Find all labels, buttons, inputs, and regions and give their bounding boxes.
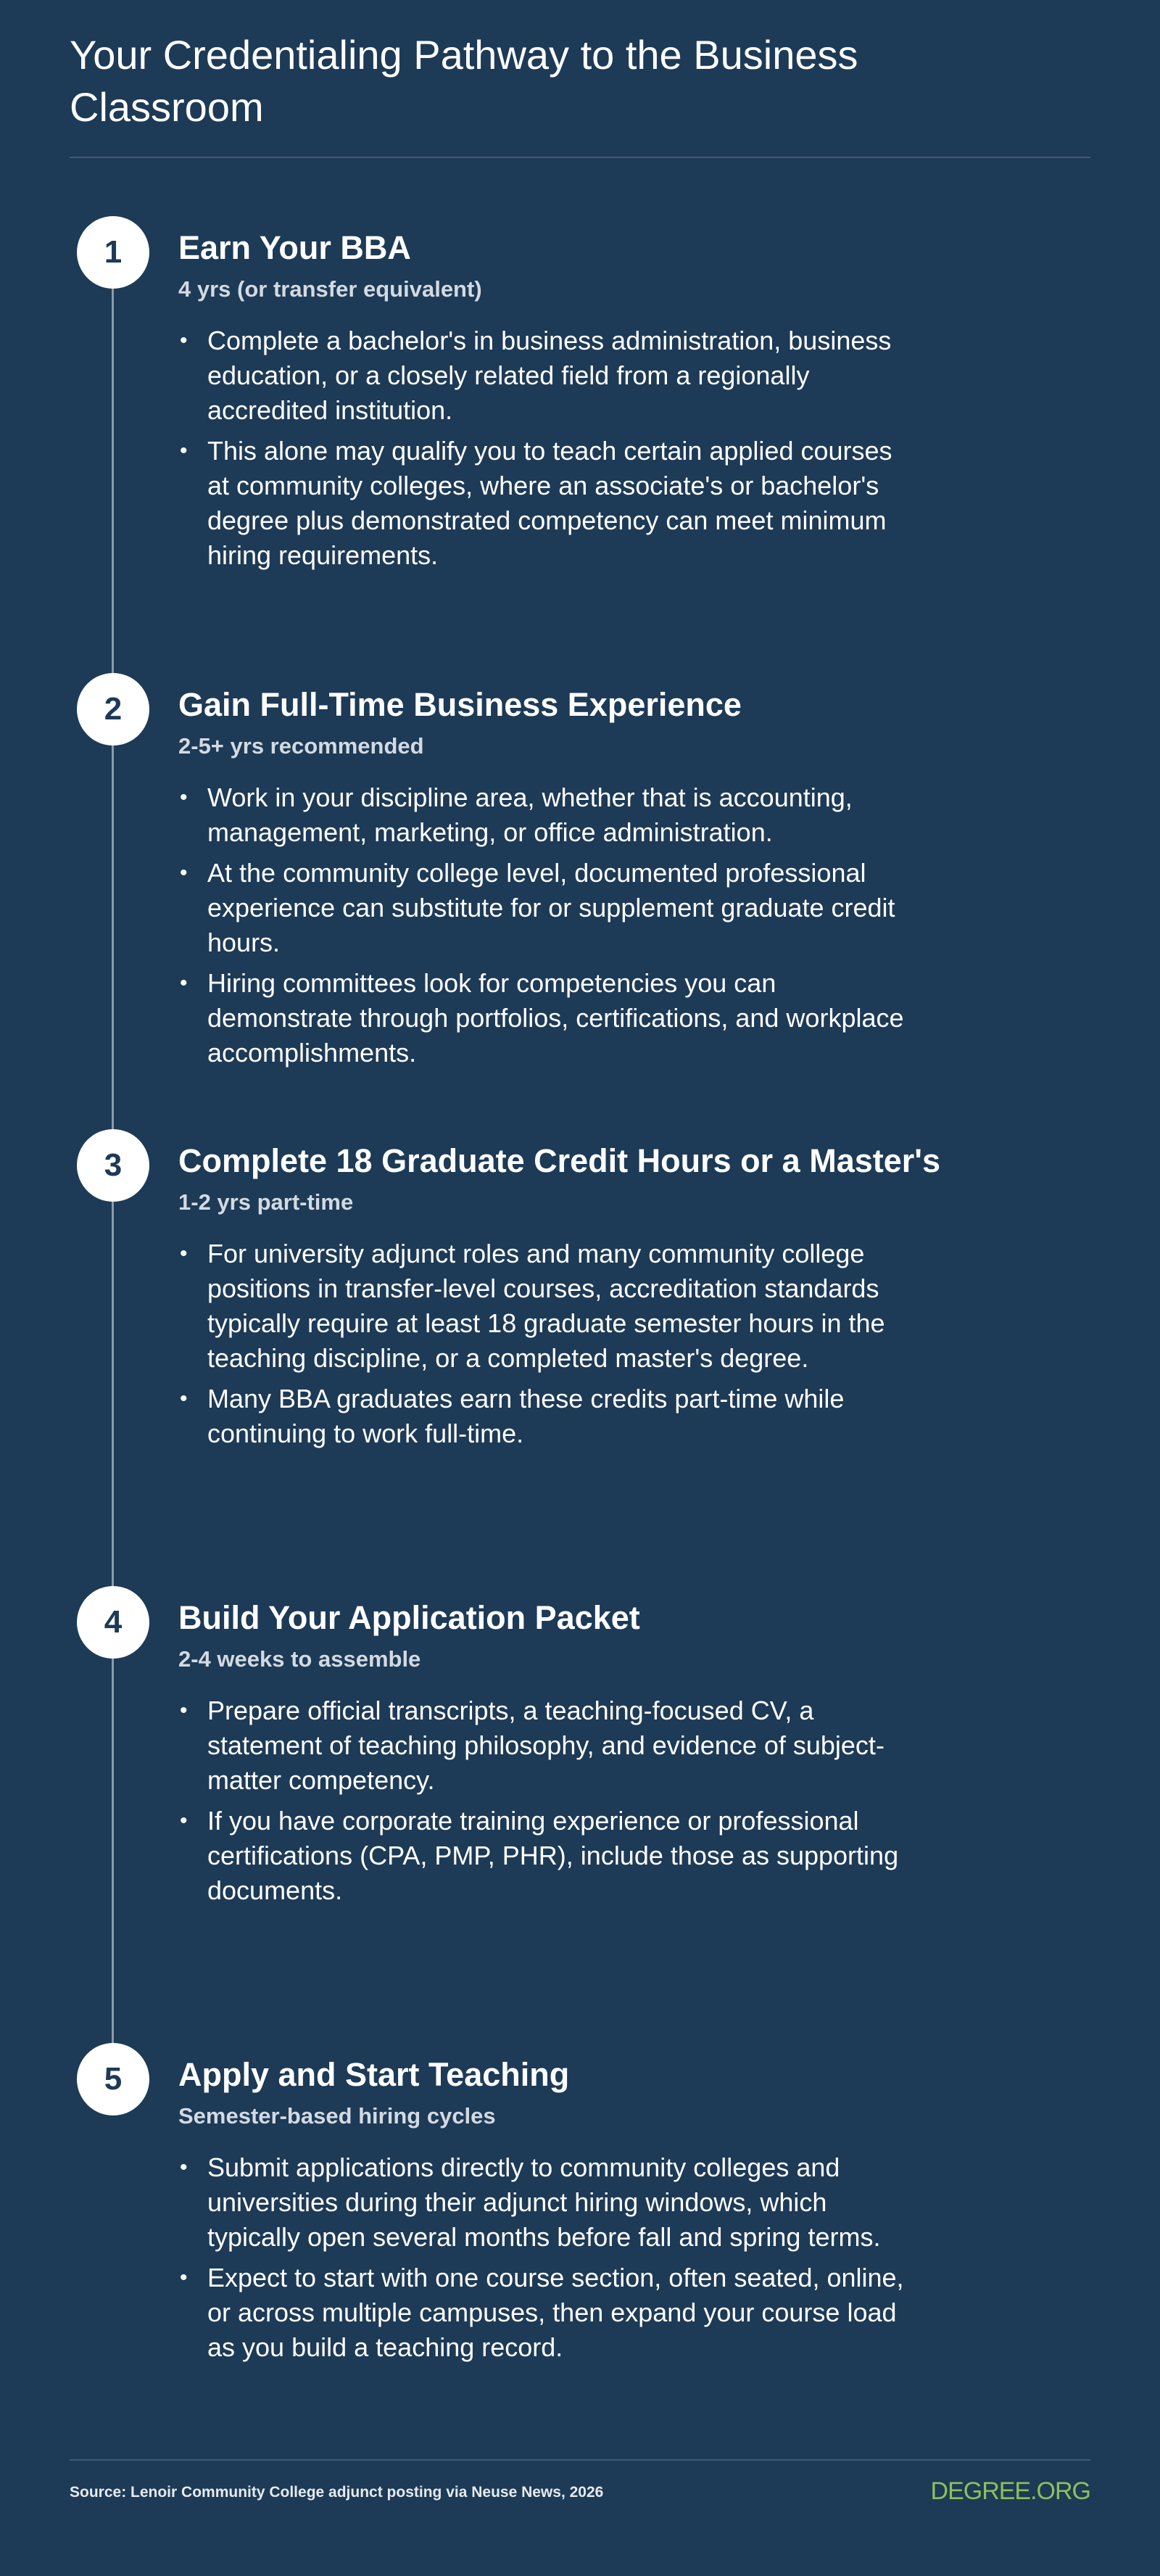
step-content bbox=[178, 2055, 1048, 2371]
step-number-circle: 1 bbox=[77, 216, 149, 289]
header-divider bbox=[70, 157, 1090, 158]
bullet-item: • For university adjunct roles and many community college positions in transfer-level courses, accreditation standards typically require at least 18 graduate semester hours in the teaching discipline, or a completed master's degree. bbox=[178, 1237, 918, 1376]
step-bullets bbox=[178, 780, 918, 1070]
source-note: Source: Lenoir Community College adjunct posting via Neuse News, 2026 bbox=[70, 2484, 604, 2501]
step-content bbox=[178, 228, 1048, 579]
step-duration: 2-5+ yrs recommended bbox=[178, 733, 424, 759]
step-content bbox=[178, 1141, 1048, 1457]
step-number-circle: 5 bbox=[77, 2043, 149, 2115]
step-duration: Semester-based hiring cycles bbox=[178, 2103, 496, 2129]
page-title: Your Credentialing Pathway to the Business Classroom bbox=[70, 32, 858, 130]
step-title: Complete 18 Graduate Credit Hours or a Master's bbox=[178, 1142, 940, 1179]
step-content bbox=[178, 1598, 1048, 1914]
step-number-circle: 3 bbox=[77, 1129, 149, 1202]
bullet-item: • Prepare official transcripts, a teaching-focused CV, a statement of teaching philosophy, and evidence of subject-matter competency. bbox=[178, 1693, 918, 1798]
step-duration: 1-2 yrs part-time bbox=[178, 1189, 354, 1215]
bullet-item: • Expect to start with one course section, often seated, online, or across multiple campuses, then expand your course load as you build a teaching record. bbox=[178, 2261, 918, 2365]
step-number-circle: 2 bbox=[77, 673, 149, 746]
step-title: Apply and Start Teaching bbox=[178, 2056, 570, 2093]
brand-logo: DEGREE.ORG bbox=[930, 2477, 1090, 2505]
footer-divider bbox=[70, 2459, 1090, 2461]
bullet-item: • Many BBA graduates earn these credits part-time while continuing to work full-time. bbox=[178, 1382, 918, 1451]
bullet-item: • Work in your discipline area, whether that is accounting, management, marketing, or office administration. bbox=[178, 780, 918, 850]
step-bullets bbox=[178, 2150, 918, 2365]
step-bullets bbox=[178, 1237, 918, 1451]
bullet-item: • Complete a bachelor's in business administration, business education, or a closely related field from a regionally accredited institution. bbox=[178, 323, 918, 428]
bullet-item: • At the community college level, documented professional experience can substitute for or supplement graduate credit hours. bbox=[178, 856, 918, 960]
step-bullets bbox=[178, 323, 918, 573]
bullet-item: • Hiring committees look for competencies you can demonstrate through portfolios, certifications, and workplace accomplishments. bbox=[178, 966, 918, 1070]
step-title: Build Your Application Packet bbox=[178, 1599, 640, 1636]
bullet-item: • This alone may qualify you to teach certain applied courses at community colleges, where an associate's or bachelor's degree plus demonstrated competency can meet minimum hiring requirements. bbox=[178, 434, 918, 573]
step-duration: 4 yrs (or transfer equivalent) bbox=[178, 276, 482, 302]
step-title: Earn Your BBA bbox=[178, 229, 411, 266]
step-bullets bbox=[178, 1693, 918, 1908]
step-content bbox=[178, 685, 1048, 1076]
step-title: Gain Full-Time Business Experience bbox=[178, 686, 742, 723]
bullet-item: • Submit applications directly to community colleges and universities during their adjunct hiring windows, which typically open several months before fall and spring terms. bbox=[178, 2150, 918, 2255]
bullet-item: • If you have corporate training experience or professional certifications (CPA, PMP, PHR), include those as supporting documents. bbox=[178, 1804, 918, 1908]
step-duration: 2-4 weeks to assemble bbox=[178, 1646, 421, 1672]
step-number-circle: 4 bbox=[77, 1586, 149, 1659]
